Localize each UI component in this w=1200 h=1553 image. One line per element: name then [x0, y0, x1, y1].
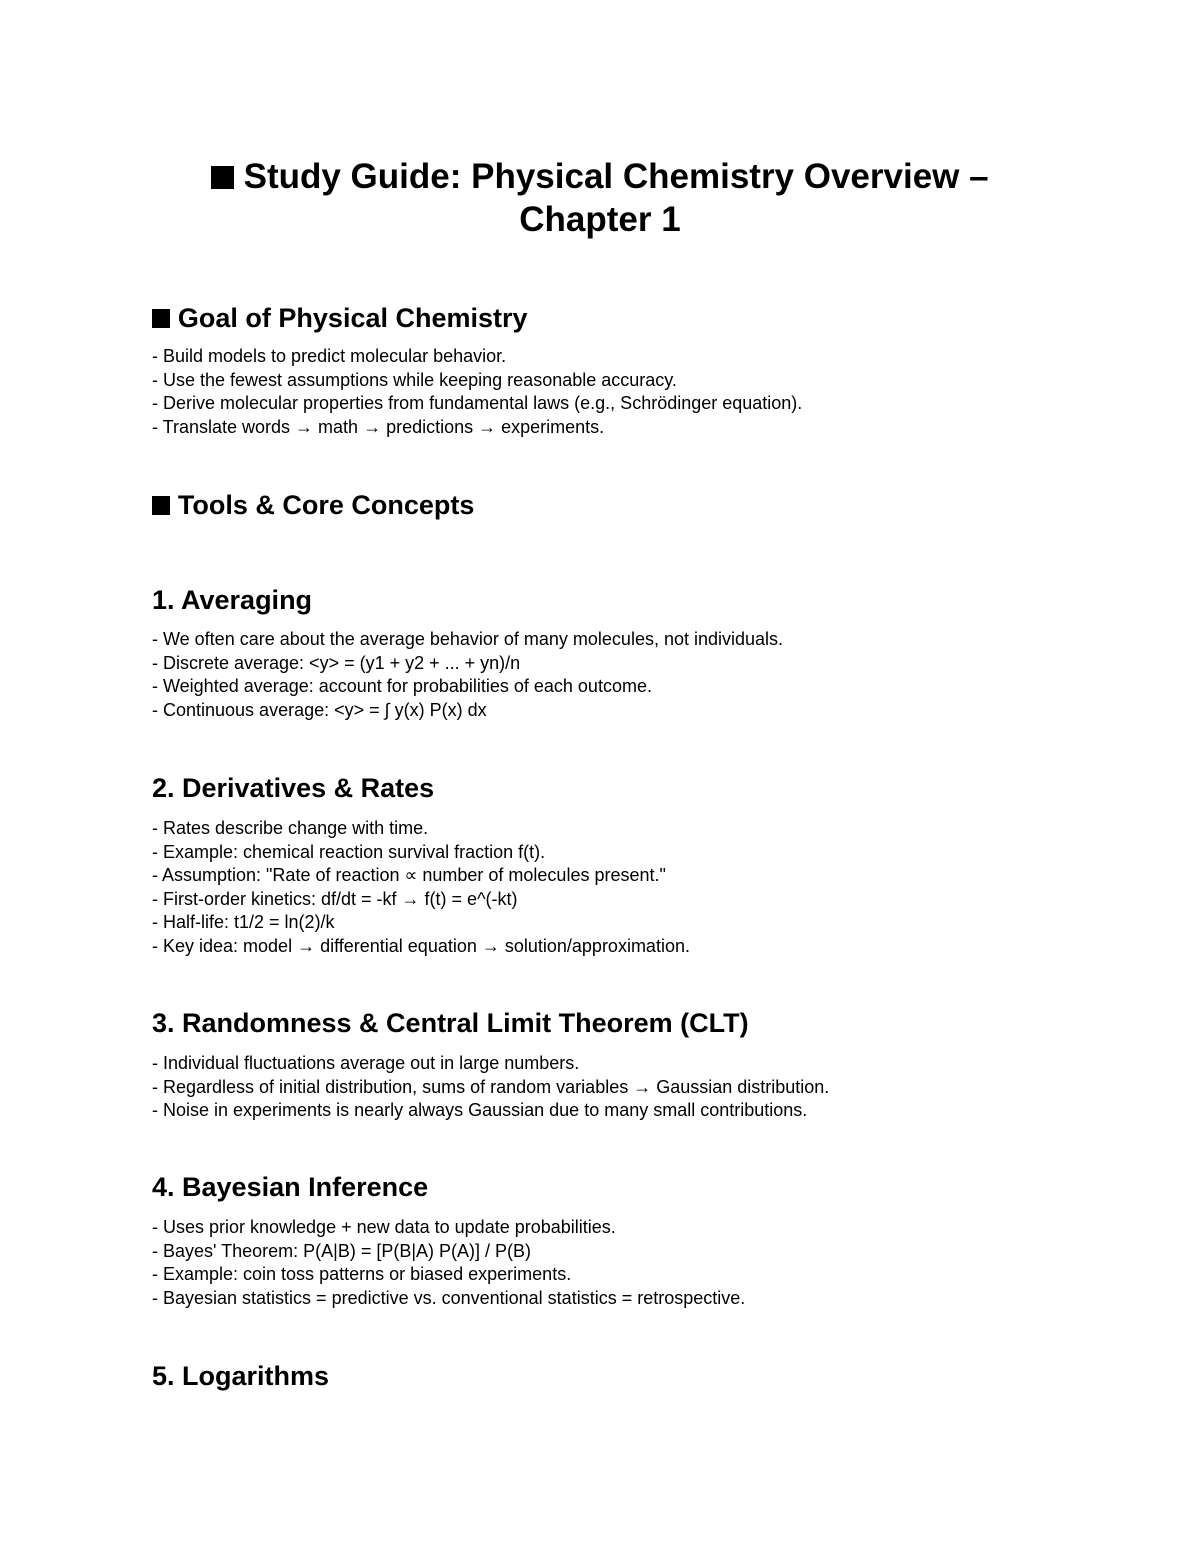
- list-item: - Weighted average: account for probabilities of each outcome.: [152, 676, 652, 697]
- bayesian-list: [152, 1216, 745, 1310]
- section-heading-randomness: 3. Randomness & Central Limit Theorem (CLT): [152, 1008, 749, 1038]
- square-bullet-icon: [152, 309, 170, 327]
- goal-list: [152, 345, 802, 439]
- list-item: - Derive molecular properties from fundamental laws (e.g., Schrödinger equation).: [152, 393, 803, 414]
- section-heading-goal: Goal of Physical Chemistry: [152, 302, 528, 334]
- list-item: - Rates describe change with time.: [152, 818, 429, 838]
- list-item: - Discrete average: <y> = (y1 + y2 + ... + yn)/n: [152, 652, 521, 673]
- section-heading-bayesian: 4. Bayesian Inference: [152, 1172, 429, 1202]
- page-title: [150, 155, 1050, 241]
- square-bullet-icon: [152, 496, 170, 514]
- list-item: - Translate words → math → predictions → experiments.: [152, 416, 605, 437]
- randomness-list: [152, 1052, 829, 1123]
- list-item: - Individual fluctuations average out in large numbers.: [152, 1053, 580, 1073]
- list-item: - First-order kinetics: df/dt = -kf → f(t) = e^(-kt): [152, 888, 518, 909]
- list-item: - Noise in experiments is nearly always Gaussian due to many small contributions.: [152, 1100, 808, 1121]
- list-item: - Build models to predict molecular behavior.: [152, 346, 507, 366]
- section-heading-tools: Tools & Core Concepts: [152, 489, 474, 521]
- list-item: - Key idea: model → differential equation → solution/approximation.: [152, 935, 690, 956]
- averaging-list: [152, 628, 783, 722]
- section-heading-averaging: 1. Averaging: [152, 585, 313, 615]
- list-item: - Bayesian statistics = predictive vs. conventional statistics = retrospective.: [152, 1287, 746, 1308]
- section-heading-logarithms: 5. Logarithms: [152, 1361, 330, 1391]
- list-item: - Uses prior knowledge + new data to update probabilities.: [152, 1217, 616, 1237]
- list-item: - Example: coin toss patterns or biased experiments.: [152, 1264, 572, 1285]
- square-bullet-icon: [211, 166, 233, 188]
- list-item: - Example: chemical reaction survival fraction f(t).: [152, 841, 546, 862]
- page-title-text: Study Guide: Physical Chemistry Overview – Chapter 1: [243, 157, 989, 239]
- derivatives-list: [152, 817, 690, 959]
- section-heading-derivatives: 2. Derivatives & Rates: [152, 773, 435, 803]
- list-item: - Half-life: t1/2 = ln(2)/k: [152, 912, 335, 933]
- list-item: - We often care about the average behavior of many molecules, not individuals.: [152, 629, 784, 649]
- list-item: - Assumption: "Rate of reaction ∝ number of molecules present.": [152, 865, 666, 886]
- list-item: - Use the fewest assumptions while keeping reasonable accuracy.: [152, 369, 677, 390]
- list-item: - Continuous average: <y> = ∫ y(x) P(x) dx: [152, 699, 487, 720]
- list-item: - Bayes' Theorem: P(A|B) = [P(B|A) P(A)] / P(B): [152, 1240, 532, 1261]
- list-item: - Regardless of initial distribution, sums of random variables → Gaussian distribution.: [152, 1076, 830, 1097]
